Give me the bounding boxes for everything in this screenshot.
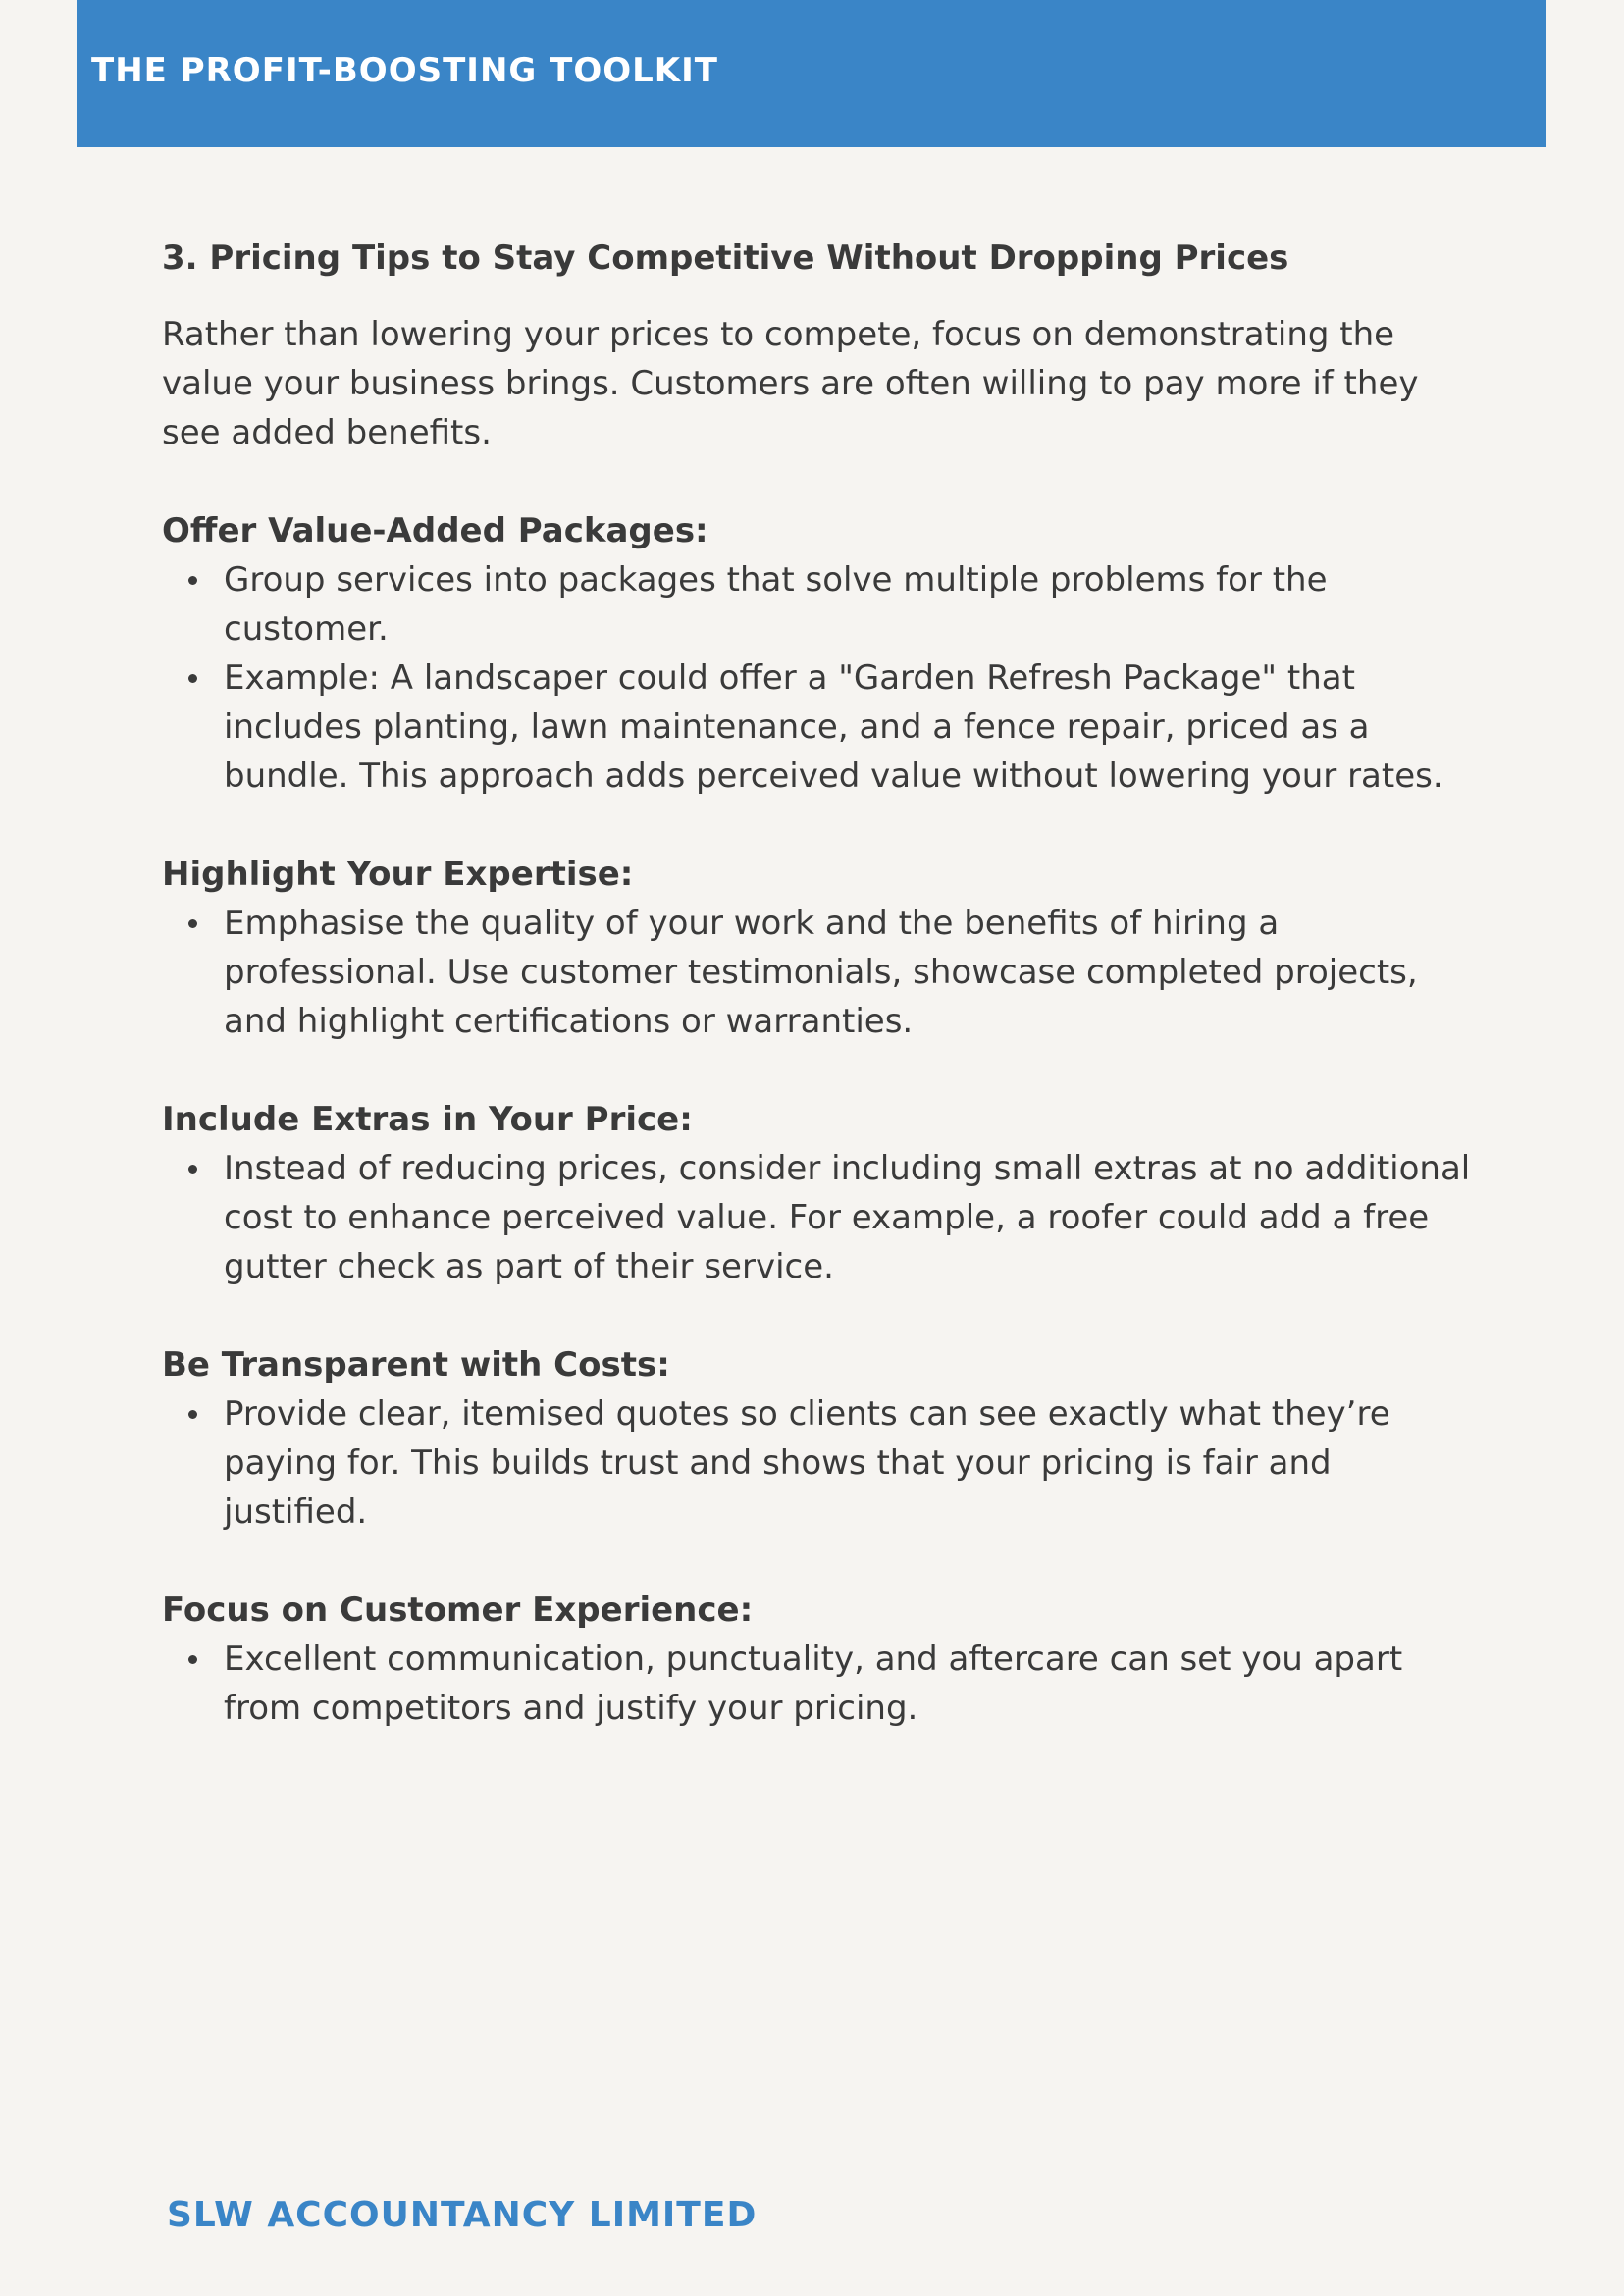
tip-bullet-list <box>162 1635 1477 1733</box>
list-item-text: Provide clear, itemised quotes so clients can see exactly what they’re paying for. This builds trust and shows that your pricing is fair and justified. <box>224 1394 1390 1532</box>
tip-value-added-packages <box>162 506 1477 801</box>
section-intro: Rather than lowering your prices to compete, focus on demonstrating the value your business brings. Customers are often willing to pay more if they see added benefits. <box>162 315 1419 452</box>
tip-include-extras <box>162 1095 1477 1291</box>
tip-bullet-list <box>162 1389 1477 1537</box>
list-item-text: Excellent communication, punctuality, and aftercare can set you apart from competitors and justify your pricing. <box>224 1640 1403 1728</box>
list-item <box>162 1144 1477 1291</box>
tip-bullet-list <box>162 1144 1477 1291</box>
list-item <box>162 653 1477 801</box>
tip-title: Offer Value-Added Packages: <box>162 511 708 550</box>
section-title: 3. Pricing Tips to Stay Competitive Without Dropping Prices <box>162 238 1289 278</box>
bullet-icon <box>188 1165 197 1174</box>
list-item <box>162 1389 1477 1537</box>
list-item-text: Example: A landscaper could offer a "Garden Refresh Package" that includes planting, lawn maintenance, and a fence repair, priced as a bundle. This approach adds perceived value without lowering your rates. <box>224 658 1443 796</box>
bullet-icon <box>188 919 197 928</box>
list-item-text: Emphasise the quality of your work and the benefits of hiring a professional. Use customer testimonials, showcase completed projects, and highlight certifications or warranties. <box>224 904 1418 1041</box>
bullet-icon <box>188 1655 197 1664</box>
list-item <box>162 1635 1477 1733</box>
tip-title: Highlight Your Expertise: <box>162 855 634 894</box>
tip-title: Focus on Customer Experience: <box>162 1591 754 1630</box>
footer-brand: SLW ACCOUNTANCY LIMITED <box>167 2195 758 2235</box>
bullet-icon <box>188 576 197 585</box>
bullet-icon <box>188 1410 197 1419</box>
list-item <box>162 899 1477 1046</box>
header-title: THE PROFIT-BOOSTING TOOLKIT <box>91 51 718 90</box>
list-item <box>162 555 1477 653</box>
tip-customer-experience <box>162 1586 1477 1733</box>
tip-title: Include Extras in Your Price: <box>162 1100 693 1139</box>
tip-transparent-costs <box>162 1340 1477 1537</box>
tip-bullet-list <box>162 899 1477 1046</box>
main-content <box>162 234 1477 1733</box>
list-item-text: Instead of reducing prices, consider including small extras at no additional cost to enhance perceived value. For example, a roofer could add a free gutter check as part of their service. <box>224 1149 1471 1286</box>
tip-highlight-expertise <box>162 850 1477 1046</box>
tip-title: Be Transparent with Costs: <box>162 1345 670 1384</box>
list-item-text: Group services into packages that solve multiple problems for the customer. <box>224 560 1328 649</box>
tip-bullet-list <box>162 555 1477 801</box>
bullet-icon <box>188 674 197 683</box>
